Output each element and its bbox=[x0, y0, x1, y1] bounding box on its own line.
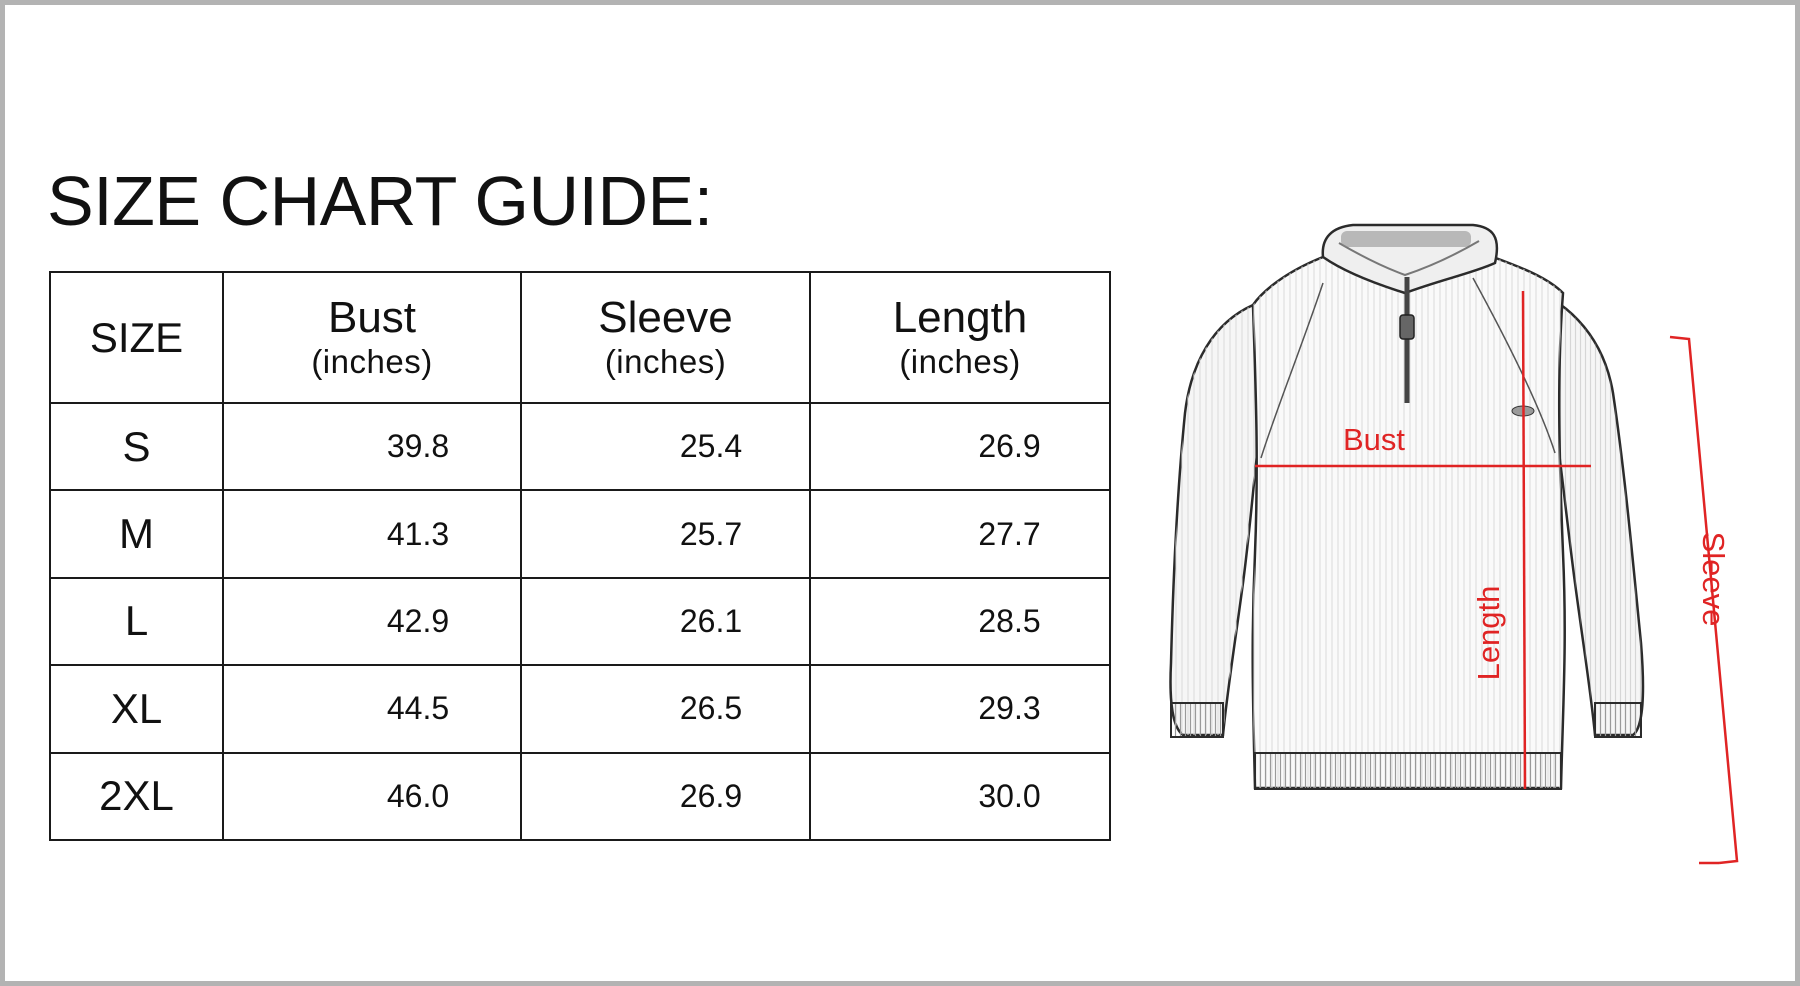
sleeve-cell bbox=[521, 490, 810, 577]
length-cell bbox=[810, 665, 1110, 752]
header-sleeve-label: Sleeve bbox=[598, 292, 733, 342]
length-value: 29.3 bbox=[978, 690, 1041, 727]
sweater-illustration bbox=[1171, 225, 1643, 789]
sleeve-cell bbox=[521, 403, 810, 490]
bust-label: Bust bbox=[1343, 422, 1406, 457]
header-length-unit: (inches) bbox=[899, 342, 1021, 380]
sleeve-label: Sleeve bbox=[1696, 531, 1731, 627]
bust-value: 42.9 bbox=[386, 602, 450, 639]
length-value: 28.5 bbox=[978, 602, 1041, 639]
sleeve-cell bbox=[521, 578, 810, 665]
length-value: 30.0 bbox=[978, 777, 1041, 814]
collar-lining bbox=[1341, 231, 1471, 247]
hem-ribbing bbox=[1255, 753, 1561, 789]
left-cuff bbox=[1171, 703, 1223, 737]
sleeve-value: 26.9 bbox=[679, 777, 743, 814]
length-label: Length bbox=[1471, 585, 1506, 681]
sleeve-value: 25.7 bbox=[679, 515, 743, 552]
length-cell bbox=[810, 490, 1110, 577]
size-cell: XL bbox=[50, 665, 223, 752]
size-chart-table bbox=[49, 271, 1111, 841]
bust-cell bbox=[223, 578, 521, 665]
bust-cell bbox=[223, 753, 521, 840]
size-cell: M bbox=[50, 490, 223, 577]
length-cell bbox=[810, 578, 1110, 665]
bust-value: 41.3 bbox=[386, 515, 450, 552]
table-row bbox=[50, 753, 1110, 840]
size-cell: L bbox=[50, 578, 223, 665]
table-row bbox=[50, 490, 1110, 577]
header-bust-label: Bust bbox=[327, 292, 417, 342]
page-title: SIZE CHART GUIDE: bbox=[47, 162, 713, 240]
sleeve-cell bbox=[521, 665, 810, 752]
left-sleeve-texture bbox=[1171, 305, 1262, 735]
bust-value: 46.0 bbox=[386, 777, 450, 814]
table-header-row bbox=[50, 272, 1110, 403]
header-sleeve-unit: (inches) bbox=[604, 342, 727, 380]
table-row bbox=[50, 578, 1110, 665]
header-bust-unit: (inches) bbox=[311, 342, 433, 380]
sleeve-cell bbox=[521, 753, 810, 840]
table-row bbox=[50, 403, 1110, 490]
header-length bbox=[810, 272, 1110, 403]
zipper-pull bbox=[1400, 315, 1414, 339]
header-size: SIZE bbox=[50, 272, 223, 403]
header-sleeve bbox=[521, 272, 810, 403]
length-value: 26.9 bbox=[978, 428, 1041, 465]
size-cell: 2XL bbox=[50, 753, 223, 840]
bust-cell bbox=[223, 665, 521, 752]
table-row bbox=[50, 665, 1110, 752]
sleeve-value: 25.4 bbox=[679, 428, 743, 465]
header-length-label: Length bbox=[892, 292, 1028, 342]
bust-cell bbox=[223, 490, 521, 577]
length-cell bbox=[810, 403, 1110, 490]
sleeve-value: 26.1 bbox=[679, 602, 743, 639]
length-cell bbox=[810, 753, 1110, 840]
size-cell: S bbox=[50, 403, 223, 490]
right-cuff bbox=[1595, 703, 1641, 737]
sleeve-value: 26.5 bbox=[679, 690, 743, 727]
length-value: 27.7 bbox=[978, 515, 1041, 552]
bust-value: 39.8 bbox=[386, 428, 450, 465]
header-bust bbox=[223, 272, 521, 403]
sweater-measurement-diagram bbox=[1143, 223, 1731, 879]
bust-value: 44.5 bbox=[386, 690, 450, 727]
bust-cell bbox=[223, 403, 521, 490]
